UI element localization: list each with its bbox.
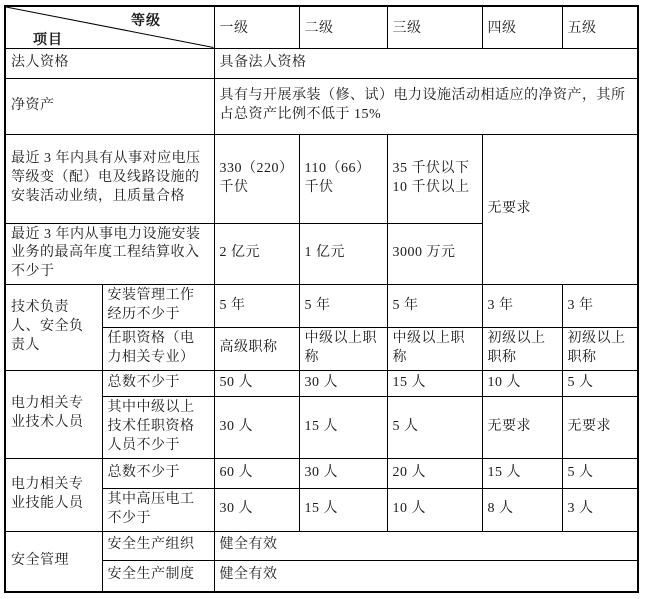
header-level-5: 五级 <box>562 6 638 48</box>
tech-staff-midlevel-level4-cell: 无要求 <box>482 396 562 458</box>
revenue-level3-cell: 3000 万元 <box>387 223 482 285</box>
tech-staff-total-level5-cell: 5 人 <box>562 370 638 396</box>
skilled-staff-hv-level1-cell: 30 人 <box>214 488 299 531</box>
safety-org-row <box>5 531 638 560</box>
performance-level2-cell: 110（66）千伏 <box>299 134 387 223</box>
tech-staff-midlevel-level2-cell: 15 人 <box>299 396 387 458</box>
tech-staff-total-level3-cell: 15 人 <box>387 370 482 396</box>
tech-staff-total-row <box>5 370 638 396</box>
safety-org-value-cell: 健全有效 <box>214 531 638 560</box>
skilled-staff-hv-level2-cell: 15 人 <box>299 488 387 531</box>
revenue-label-cell: 最近 3 年内从事电力设施安装业务的最高年度工程结算收入不少于 <box>5 223 214 285</box>
header-row <box>5 6 638 48</box>
tech-staff-total-label-cell: 总数不少于 <box>102 370 214 396</box>
performance-label-cell: 最近 3 年内具有从事对应电压等级变（配）电及线路设施的安装活动业绩，且质量合格 <box>5 134 214 223</box>
safety-system-value-cell: 健全有效 <box>214 560 638 592</box>
tech-staff-midlevel-level1-cell: 30 人 <box>214 396 299 458</box>
qualification-grade-table <box>4 5 639 593</box>
corner-header-cell <box>5 6 214 48</box>
leaders-qualification-level4-cell: 初级以上职称 <box>482 327 562 370</box>
leaders-experience-level1-cell: 5 年 <box>214 285 299 328</box>
leaders-qualification-level3-cell: 中级以上职称 <box>387 327 482 370</box>
skilled-staff-hv-level4-cell: 8 人 <box>482 488 562 531</box>
header-level-4: 四级 <box>482 6 562 48</box>
tech-staff-group-cell: 电力相关专业技术人员 <box>5 370 102 458</box>
legal-label-cell: 法人资格 <box>5 48 214 78</box>
corner-label-item: 项目 <box>33 31 63 47</box>
skilled-staff-total-level2-cell: 30 人 <box>299 458 387 488</box>
header-level-3: 三级 <box>387 6 482 48</box>
tech-staff-midlevel-level3-cell: 5 人 <box>387 396 482 458</box>
leaders-qualification-level2-cell: 中级以上职称 <box>299 327 387 370</box>
skilled-staff-total-level4-cell: 15 人 <box>482 458 562 488</box>
revenue-level2-cell: 1 亿元 <box>299 223 387 285</box>
leaders-qualification-level5-cell: 初级以上职称 <box>562 327 638 370</box>
corner-label-grade: 等级 <box>131 12 161 28</box>
skilled-staff-total-level5-cell: 5 人 <box>562 458 638 488</box>
leaders-experience-level3-cell: 5 年 <box>387 285 482 328</box>
skilled-staff-total-level3-cell: 20 人 <box>387 458 482 488</box>
tech-staff-total-level2-cell: 30 人 <box>299 370 387 396</box>
leaders-experience-level2-cell: 5 年 <box>299 285 387 328</box>
skilled-staff-hv-label-cell: 其中高压电工不少于 <box>102 488 214 531</box>
leaders-qualification-level1-cell: 高级职称 <box>214 327 299 370</box>
performance-level3-cell: 35 千伏以下 10 千伏以上 <box>387 134 482 223</box>
skilled-staff-total-level1-cell: 60 人 <box>214 458 299 488</box>
legal-value-cell: 具备法人资格 <box>214 48 638 78</box>
performance-revenue-no-requirement-cell: 无要求 <box>482 134 638 285</box>
tech-staff-total-level1-cell: 50 人 <box>214 370 299 396</box>
skilled-staff-group-cell: 电力相关专业技能人员 <box>5 458 102 531</box>
skilled-staff-hv-level5-cell: 3 人 <box>562 488 638 531</box>
leaders-group-cell: 技术负责人、安全负责人 <box>5 285 102 371</box>
header-level-1: 一级 <box>214 6 299 48</box>
legal-row <box>5 48 638 78</box>
tech-staff-midlevel-label-cell: 其中中级以上技术任职资格人员不少于 <box>102 396 214 458</box>
leaders-experience-level5-cell: 3 年 <box>562 285 638 328</box>
performance-row <box>5 134 638 223</box>
leaders-qualification-label-cell: 任职资格（电力相关专业） <box>102 327 214 370</box>
tech-staff-midlevel-level5-cell: 无要求 <box>562 396 638 458</box>
leaders-experience-row <box>5 285 638 328</box>
net-assets-row <box>5 78 638 134</box>
skilled-staff-total-row <box>5 458 638 488</box>
skilled-staff-total-label-cell: 总数不少于 <box>102 458 214 488</box>
header-level-2: 二级 <box>299 6 387 48</box>
revenue-level1-cell: 2 亿元 <box>214 223 299 285</box>
performance-level1-cell: 330（220）千伏 <box>214 134 299 223</box>
skilled-staff-hv-level3-cell: 10 人 <box>387 488 482 531</box>
tech-staff-total-level4-cell: 10 人 <box>482 370 562 396</box>
leaders-experience-label-cell: 安装管理工作经历不少于 <box>102 285 214 328</box>
net-assets-value-cell: 具有与开展承装（修、试）电力设施活动相适应的净资产，其所占总资产比例不低于 15% <box>214 78 638 134</box>
safety-system-label-cell: 安全生产制度 <box>102 560 214 592</box>
safety-group-cell: 安全管理 <box>5 531 102 592</box>
leaders-experience-level4-cell: 3 年 <box>482 285 562 328</box>
safety-org-label-cell: 安全生产组织 <box>102 531 214 560</box>
net-assets-label-cell: 净资产 <box>5 78 214 134</box>
